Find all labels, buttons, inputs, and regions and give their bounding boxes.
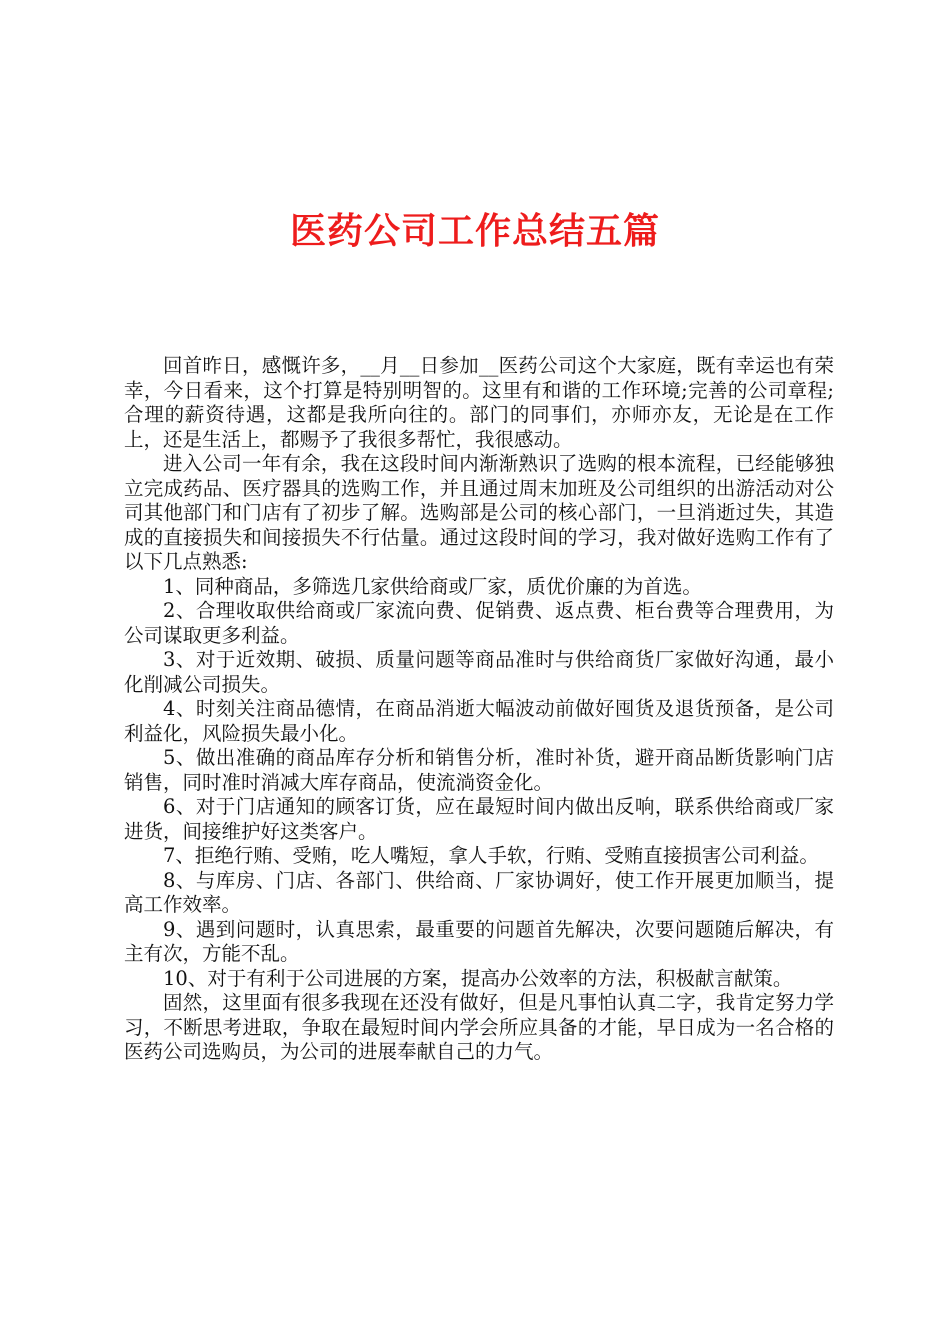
paragraph-experience: 进入公司一年有余，我在这段时间内渐渐熟识了选购的根本流程，已经能够独立完成药品、医疗器具的选购工作，并且通过周末加班及公司组织的出游活动对公司其他部门和门店有了初步了解。选购部是公司的核心部门，一旦消逝过失，其造成的直接损失和间接损失不行估量。通过这段时间的学习，我对做好选购工作有了以下几点熟悉: — [124, 452, 834, 573]
paragraph-conclusion: 固然，这里面有很多我现在还没有做好，但是凡事怕认真二字，我肯定努力学习，不断思考进取，争取在最短时间内学会所应具备的才能，早日成为一名合格的医药公司选购员，为公司的进展奉献自己的力气。 — [124, 991, 834, 1063]
list-item-7: 7、拒绝行贿、受贿，吃人嘴短，拿人手软，行贿、受贿直接损害公司利益。 — [163, 844, 819, 867]
document-body — [124, 354, 834, 1065]
list-item-8: 8、与库房、门店、各部门、供给商、厂家协调好，使工作开展更加顺当，提高工作效率。 — [124, 868, 834, 916]
list-item-1: 1、同种商品，多筛选几家供给商或厂家，质优价廉的为首选。 — [163, 574, 702, 598]
list-item-6: 6、对于门店通知的顾客订货，应在最短时间内做出反响，联系供给商或厂家进货，间接维护好这类客户。 — [124, 795, 834, 843]
list-item-4: 4、时刻关注商品德情，在商品消逝大幅波动前做好囤货及退货预备，是公司利益化，风险损失最小化。 — [124, 697, 834, 745]
paragraph-intro: 回首昨日，感慨许多，__月__日参加__医药公司这个大家庭，既有幸运也有荣幸，今日看来，这个打算是特别明智的。这里有和谐的工作环境;完善的公司章程;合理的薪资待遇，这都是我所向往的。部门的同事们，亦师亦友，无论是在工作上，还是生活上，都赐予了我很多帮忙，我很感动。 — [124, 354, 834, 451]
list-item-5: 5、做出准确的商品库存分析和销售分析，准时补货，避开商品断货影响门店销售，同时准时消减大库存商品，使流淌资金化。 — [124, 746, 834, 794]
list-item-2: 2、合理收取供给商或厂家流向费、促销费、返点费、柜台费等合理费用，为公司谋取更多利益。 — [124, 599, 834, 647]
list-item-3: 3、对于近效期、破损、质量问题等商品准时与供给商货厂家做好沟通，最小化削减公司损失。 — [124, 648, 834, 696]
list-item-10: 10、对于有利于公司进展的方案，提高办公效率的方法，积极献言献策。 — [163, 966, 793, 990]
list-item-9: 9、遇到问题时，认真思索，最重要的问题首先解决，次要问题随后解决，有主有次，方能不乱。 — [124, 917, 834, 965]
document-title: 医药公司工作总结五篇 — [289, 210, 660, 252]
